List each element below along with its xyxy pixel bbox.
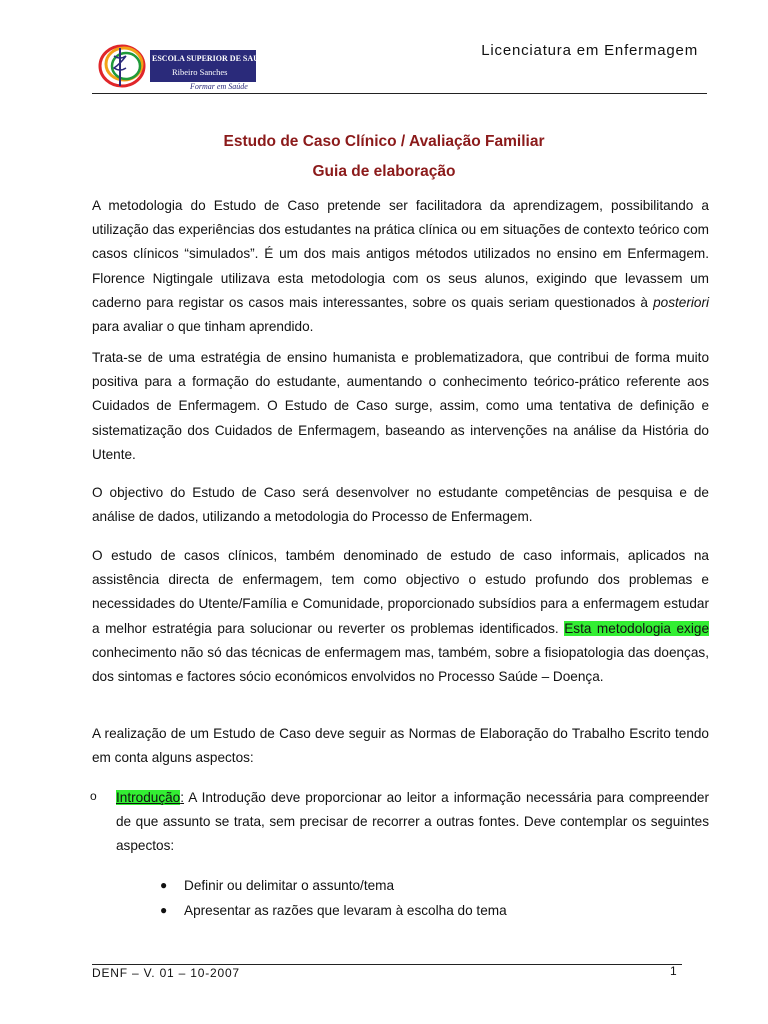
introduction-colon: : bbox=[180, 790, 185, 805]
hollow-bullet-icon: o bbox=[90, 789, 97, 803]
footer-reference: DENF – V. 01 – 10-2007 bbox=[92, 966, 240, 980]
paragraph-1 bbox=[92, 194, 709, 339]
document-title: Estudo de Caso Clínico / Avaliação Familiar bbox=[223, 133, 545, 150]
paragraph-2: Trata-se de uma estratégia de ensino humanista e problematizadora, que contribui de forma muito positiva para a formação do estudante, aumentando o conhecimento teórico-prático referente aos Cuidados de Enfermagem. O Estudo de Caso surge, assim, como uma tentativa de definição e sistematização dos Cuidados de Enfermagem, baseando as intervenções na análise da História do Utente. bbox=[92, 350, 709, 462]
paragraph-4-text-end: conhecimento não só das técnicas de enfermagem mas, também, sobre a fisiopatologia das doenças, dos sintomas e factores sócio económicos envolvidos no Processo Saúde – Doença. bbox=[92, 644, 709, 685]
logo-line-1: ESCOLA SUPERIOR DE SAÚDE bbox=[152, 54, 271, 63]
bullet-icon: ● bbox=[160, 878, 168, 892]
paragraph-1-italic: posteriori bbox=[653, 294, 709, 310]
paragraph-5: A realização de um Estudo de Caso deve seguir as Normas de Elaboração do Trabalho Escrito tendo em conta alguns aspectos: bbox=[92, 726, 709, 766]
paragraph-1-text: A metodologia do Estudo de Caso pretende ser facilitadora da aprendizagem, possibilitando a utilização das experiências dos estudantes na prática clínica ou em situações de contexto teórico com casos clínicos “simulados”. É um dos mais antigos métodos utilizados no ensino em Enfermagem. Florence Nigtingale utilizava esta metodologia com os seus alunos, exigindo que levassem um caderno para registar os casos mais interessantes, sobre os quais seriam questionados à bbox=[92, 198, 709, 310]
paragraph-4-text: O estudo de casos clínicos, também denominado de estudo de caso informais, aplicados na assistência directa de enfermagem, tem como objectivo o estudo profundo dos problemas e necessidades do Utente/Família e Comunidade, proporcionado subsídios para a enfermagem estudar a melhor estratégia para solucionar ou reverter os problemas identificados. bbox=[92, 548, 709, 636]
header-divider bbox=[92, 93, 707, 94]
header-title: Licenciatura em Enfermagem bbox=[481, 42, 698, 59]
introduction-label: Introdução bbox=[116, 790, 181, 805]
aspects-list bbox=[158, 873, 507, 923]
document-subtitle: Guia de elaboração bbox=[312, 163, 456, 180]
highlighted-text: Esta metodologia exige bbox=[564, 620, 709, 636]
introduction-text: A Introdução deve proporcionar ao leitor a informação necessária para compreender de que assunto se trata, sem precisar de recorrer a outras fontes. Deve contemplar os seguintes aspectos: bbox=[116, 790, 709, 854]
list-item-text: Definir ou delimitar o assunto/tema bbox=[184, 878, 395, 893]
footer-divider bbox=[92, 964, 682, 965]
introduction-paragraph bbox=[116, 786, 709, 859]
paragraph-1-text-end: para avaliar o que tinham aprendido. bbox=[92, 319, 314, 335]
list-item-text: Apresentar as razões que levaram à escolha do tema bbox=[184, 903, 507, 918]
page-number: 1 bbox=[670, 964, 677, 978]
logo-tagline: Formar em Saúde bbox=[190, 82, 248, 91]
paragraph-4 bbox=[92, 544, 709, 689]
logo-line-2: Ribeiro Sanches bbox=[172, 67, 228, 77]
list-item bbox=[158, 898, 507, 923]
school-logo bbox=[98, 40, 271, 92]
bullet-icon: ● bbox=[160, 903, 168, 917]
paragraph-3: O objectivo do Estudo de Caso será desenvolver no estudante competências de pesquisa e de análise de dados, utilizando a metodologia do Processo de Enfermagem. bbox=[92, 485, 709, 525]
list-item bbox=[158, 873, 507, 898]
